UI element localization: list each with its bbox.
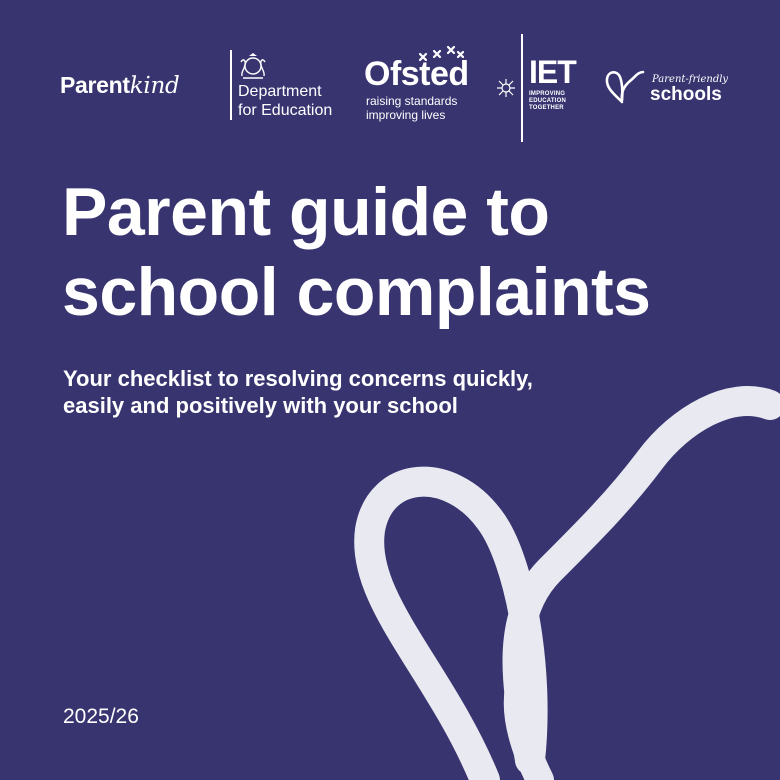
- ofsted-tag-line2: improving lives: [366, 108, 446, 122]
- ofsted-tagline: [366, 94, 457, 122]
- royal-crest-icon: [238, 52, 268, 80]
- iet-tag-line2: EDUCATION: [529, 98, 567, 104]
- subtitle-line2: easily and positively with your school: [63, 393, 458, 418]
- parentkind-logo-part1: Parent: [60, 72, 130, 98]
- title-line1: Parent guide to: [62, 174, 550, 250]
- iet-tag-line1: IMPROVING: [529, 91, 566, 97]
- dfe-line2: for Education: [238, 102, 333, 119]
- subtitle-line1: Your checklist to resolving concerns quickly,: [63, 366, 533, 391]
- iet-star-icon: [496, 78, 516, 98]
- page-title: [62, 172, 742, 332]
- parentkind-logo: [60, 72, 179, 99]
- iet-tag-line3: TOGETHER: [529, 105, 564, 111]
- parent-friendly-label: Parent-friendly: [652, 74, 729, 85]
- logo-divider: [521, 34, 523, 142]
- heart-logo-icon: [604, 66, 646, 104]
- title-line2: school complaints: [62, 254, 651, 330]
- subtitle: [63, 365, 663, 419]
- dfe-line1: Department: [238, 83, 322, 100]
- parentkind-logo-part2: kind: [129, 73, 180, 99]
- ofsted-logo-name: Ofsted: [364, 55, 469, 93]
- heart-illustration: [330, 370, 780, 780]
- logo-divider: [230, 50, 232, 120]
- dfe-logo-text: [238, 82, 332, 120]
- academic-year: 2025/26: [63, 705, 139, 728]
- iet-tagline: [529, 91, 566, 112]
- ofsted-tag-line1: raising standards: [366, 94, 458, 108]
- iet-logo-name: IET: [529, 54, 576, 90]
- schools-label: schools: [650, 84, 722, 105]
